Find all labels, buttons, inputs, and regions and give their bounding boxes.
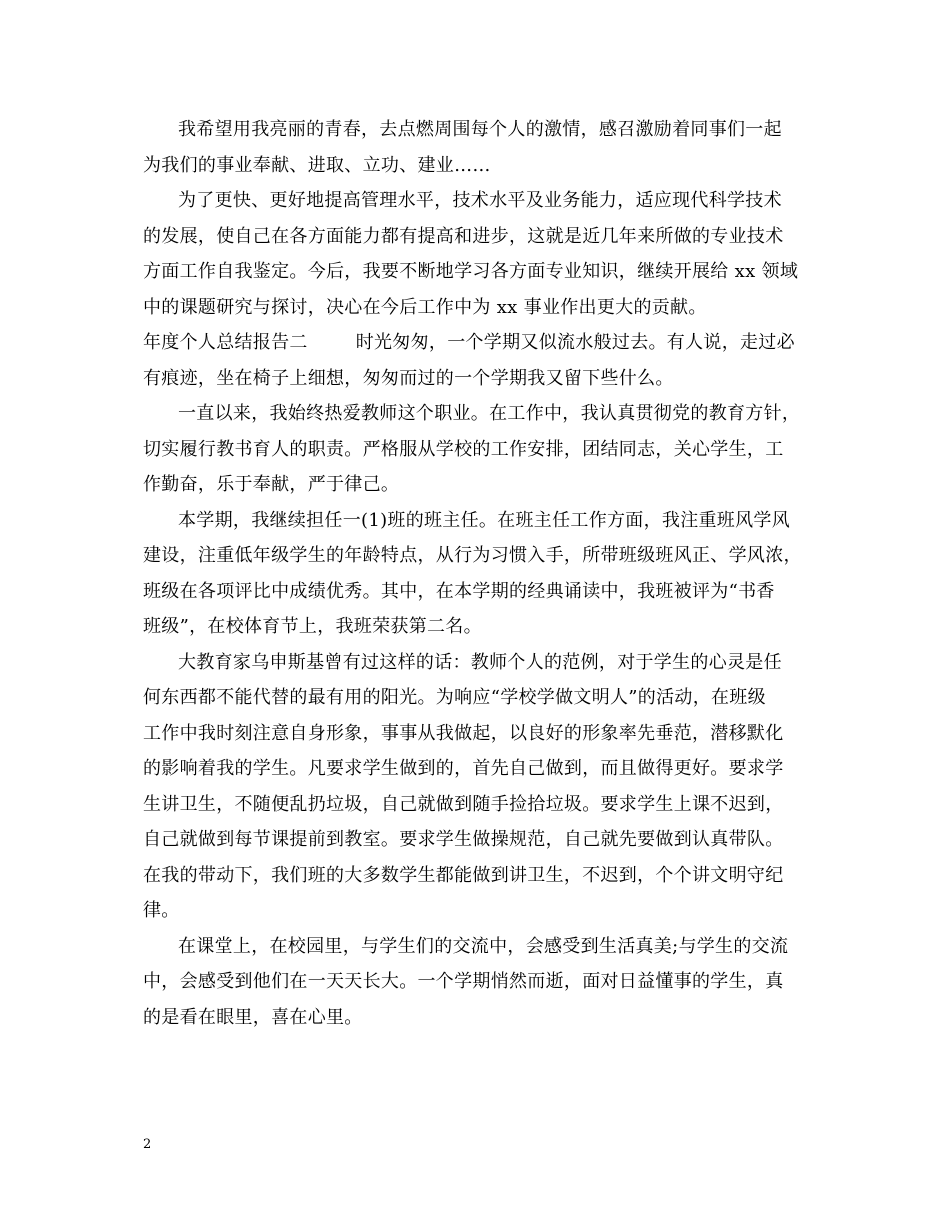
line-text: 一直以来，我始终热爱教师这个职业。在工作中，我认真贯彻党的教育方针， <box>178 403 801 424</box>
text-line <box>143 254 807 290</box>
text-line <box>143 645 807 681</box>
line-text: 何东西都不能代替的最有用的阳光。为响应“学校学做文明人”的活动，在班级 <box>143 687 766 708</box>
text-line <box>143 361 807 397</box>
text-line <box>143 716 807 752</box>
line-text: 中的课题研究与探讨，决心在今后工作中为 xx 事业作出更大的贡献。 <box>143 296 707 318</box>
text-line <box>143 396 807 432</box>
line-text: 本学期，我继续担任一(1)班的班主任。在班主任工作方面，我注重班风学风 <box>178 509 790 531</box>
line-text: 班级在各项评比中成绩优秀。其中，在本学期的经典诵读中，我班被评为“书香 <box>143 580 775 602</box>
section-heading-line <box>143 325 807 361</box>
text-line <box>143 893 807 929</box>
text-line <box>143 1000 807 1036</box>
text-line <box>143 219 807 255</box>
line-text: 的是看在眼里，喜在心里。 <box>143 1006 363 1028</box>
text-line <box>143 964 807 1000</box>
text-line <box>143 574 807 610</box>
line-text: 自己就做到每节课提前到教室。要求学生做操规范，自己就先要做到认真带队。 <box>143 829 784 850</box>
text-line <box>143 112 807 148</box>
line-text: 我希望用我亮丽的青春，去点燃周围每个人的激情，感召激励着同事们一起 <box>178 119 782 140</box>
text-line <box>143 290 807 326</box>
line-text: 方面工作自我鉴定。今后，我要不断地学习各方面专业知识，继续开展给 xx 领域 <box>143 261 799 282</box>
line-text: 的影响着我的学生。凡要求学生做到的，首先自己做到，而且做得更好。要求学 <box>143 758 784 779</box>
text-line <box>143 822 807 858</box>
line-text: 在课堂上，在校园里，与学生们的交流中，会感受到生活真美;与学生的交流 <box>178 935 789 957</box>
line-text: 班级”，在校体育节上，我班荣获第二名。 <box>143 616 482 637</box>
text-line <box>143 148 807 184</box>
line-text: 建设，注重低年级学生的年龄特点，从行为习惯入手，所带班级班风正、学风浓， <box>143 545 802 566</box>
line-text: 大教育家乌申斯基曾有过这样的话：教师个人的范例，对于学生的心灵是任 <box>178 651 782 673</box>
line-text: 为了更快、更好地提高管理水平，技术水平及业务能力，适应现代科学技术 <box>178 190 782 211</box>
line-text: 时光匆匆，一个学期又似流水般过去。有人说，走过必 <box>355 332 795 353</box>
line-text: 的发展，使自己在各方面能力都有提高和进步，这就是近几年来所做的专业技术 <box>143 225 784 247</box>
line-text: 工作中我时刻注意自身形象，事事从我做起，以良好的形象率先垂范，潜移默化 <box>143 722 784 744</box>
document-body <box>143 112 807 1035</box>
text-line <box>143 183 807 219</box>
text-line <box>143 503 807 539</box>
page-number: 2 <box>143 1137 152 1152</box>
text-line <box>143 467 807 503</box>
line-text: 生讲卫生，不随便乱扔垃圾，自己就做到随手捡拾垃圾。要求学生上课不迟到， <box>143 793 784 815</box>
text-line <box>143 751 807 787</box>
text-line <box>143 787 807 823</box>
line-text: 为我们的事业奉献、进取、立功、建业…… <box>143 154 491 176</box>
line-text: 作勤奋，乐于奉献，严于律己。 <box>143 474 400 495</box>
text-line <box>143 609 807 645</box>
section-heading: 年度个人总结报告二 <box>143 332 308 353</box>
line-text: 切实履行教书育人的职责。严格服从学校的工作安排，团结同志，关心学生，工 <box>143 438 784 460</box>
line-text: 有痕迹，坐在椅子上细想，匆匆而过的一个学期我又留下些什么。 <box>143 367 674 389</box>
text-line <box>143 538 807 574</box>
line-text: 中，会感受到他们在一天天长大。一个学期悄然而逝，面对日益懂事的学生，真 <box>143 971 784 992</box>
text-line <box>143 432 807 468</box>
line-text: 律。 <box>143 900 180 921</box>
line-text: 在我的带动下，我们班的大多数学生都能做到讲卫生，不迟到，个个讲文明守纪 <box>143 864 784 886</box>
text-line <box>143 680 807 716</box>
text-line <box>143 858 807 894</box>
text-line <box>143 929 807 965</box>
